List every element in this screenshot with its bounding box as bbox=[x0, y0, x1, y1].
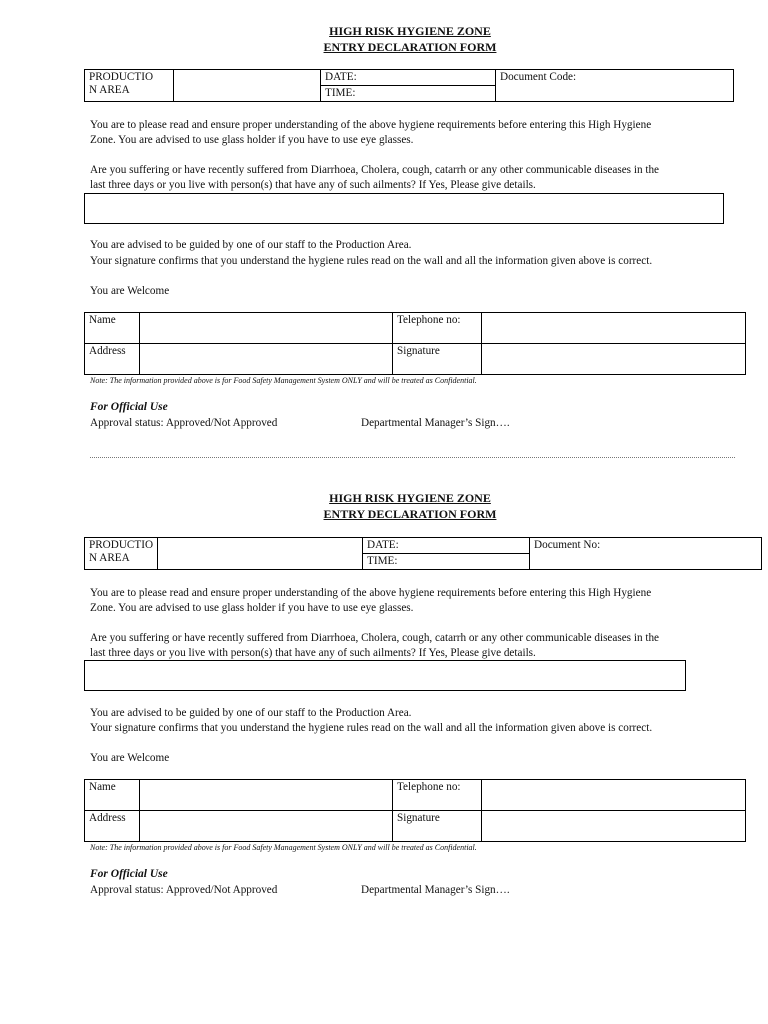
date-field[interactable]: DATE: bbox=[321, 70, 496, 86]
telephone-field[interactable] bbox=[482, 313, 746, 344]
name-label: Name bbox=[85, 780, 140, 811]
welcome-text: You are Welcome bbox=[90, 285, 170, 297]
name-label: Name bbox=[85, 313, 140, 344]
document-code-field[interactable]: Document Code: bbox=[496, 70, 734, 102]
production-area-field[interactable] bbox=[158, 538, 363, 570]
form-title-line1: HIGH RISK HYGIENE ZONE bbox=[329, 24, 491, 38]
header-table bbox=[84, 69, 734, 102]
illness-question-line1: Are you suffering or have recently suffered from Diarrhoea, Cholera, cough, catarrh or any other communicable diseases in the bbox=[90, 632, 659, 644]
address-field[interactable] bbox=[140, 344, 393, 375]
instructions-line1: You are to please read and ensure proper understanding of the above hygiene requirements before entering this High Hygiene bbox=[90, 119, 652, 131]
signature-field[interactable] bbox=[482, 811, 746, 842]
name-field[interactable] bbox=[140, 780, 393, 811]
illness-details-box[interactable] bbox=[84, 193, 724, 224]
illness-details-box[interactable] bbox=[84, 660, 686, 691]
confidentiality-note: Note: The information provided above is for Food Safety Management System ONLY and will be treated as Confidential. bbox=[90, 843, 477, 852]
signature-label: Signature bbox=[393, 811, 482, 842]
instructions-line2: Zone. You are advised to use glass holder if you have to use eye glasses. bbox=[90, 134, 414, 146]
document-no-field[interactable]: Document No: bbox=[530, 538, 762, 570]
name-field[interactable] bbox=[140, 313, 393, 344]
confidentiality-note: Note: The information provided above is for Food Safety Management System ONLY and will be treated as Confidential. bbox=[90, 376, 477, 385]
production-area-label: PRODUCTIO N AREA bbox=[85, 70, 174, 102]
visitor-details-table bbox=[84, 312, 746, 375]
form-title-line2: ENTRY DECLARATION FORM bbox=[323, 507, 497, 521]
approval-status: Approval status: Approved/Not Approved bbox=[90, 884, 278, 896]
welcome-text: You are Welcome bbox=[90, 752, 170, 764]
address-field[interactable] bbox=[140, 811, 393, 842]
date-field[interactable]: DATE: bbox=[363, 538, 530, 554]
illness-question-line2: last three days or you live with person(s) that have any of such ailments? If Yes, Please give details. bbox=[90, 647, 536, 659]
official-use-heading: For Official Use bbox=[90, 868, 168, 880]
guidance-line1: You are advised to be guided by one of our staff to the Production Area. bbox=[90, 707, 412, 719]
official-use-heading: For Official Use bbox=[90, 401, 168, 413]
visitor-details-table bbox=[84, 779, 746, 842]
form-title-line2: ENTRY DECLARATION FORM bbox=[323, 40, 497, 54]
instructions-line2: Zone. You are advised to use glass holder if you have to use eye glasses. bbox=[90, 602, 414, 614]
telephone-label: Telephone no: bbox=[393, 780, 482, 811]
address-label: Address bbox=[85, 344, 140, 375]
production-area-field[interactable] bbox=[174, 70, 321, 102]
cut-line-divider bbox=[90, 457, 735, 458]
manager-sign: Departmental Manager’s Sign…. bbox=[361, 884, 510, 896]
illness-question-line2: last three days or you live with person(s) that have any of such ailments? If Yes, Please give details. bbox=[90, 179, 536, 191]
header-table bbox=[84, 537, 762, 570]
guidance-line2: Your signature confirms that you understand the hygiene rules read on the wall and all the information given above is correct. bbox=[90, 722, 653, 734]
telephone-field[interactable] bbox=[482, 780, 746, 811]
instructions-line1: You are to please read and ensure proper understanding of the above hygiene requirements before entering this High Hygiene bbox=[90, 587, 652, 599]
production-area-label: PRODUCTIO N AREA bbox=[85, 538, 158, 570]
signature-field[interactable] bbox=[482, 344, 746, 375]
form-title-line1: HIGH RISK HYGIENE ZONE bbox=[329, 491, 491, 505]
time-field[interactable]: TIME: bbox=[363, 554, 530, 570]
illness-question-line1: Are you suffering or have recently suffered from Diarrhoea, Cholera, cough, catarrh or any other communicable diseases in the bbox=[90, 164, 659, 176]
manager-sign: Departmental Manager’s Sign…. bbox=[361, 417, 510, 429]
signature-label: Signature bbox=[393, 344, 482, 375]
telephone-label: Telephone no: bbox=[393, 313, 482, 344]
guidance-line2: Your signature confirms that you understand the hygiene rules read on the wall and all the information given above is correct. bbox=[90, 255, 653, 267]
guidance-line1: You are advised to be guided by one of our staff to the Production Area. bbox=[90, 239, 412, 251]
address-label: Address bbox=[85, 811, 140, 842]
approval-status: Approval status: Approved/Not Approved bbox=[90, 417, 278, 429]
time-field[interactable]: TIME: bbox=[321, 86, 496, 102]
